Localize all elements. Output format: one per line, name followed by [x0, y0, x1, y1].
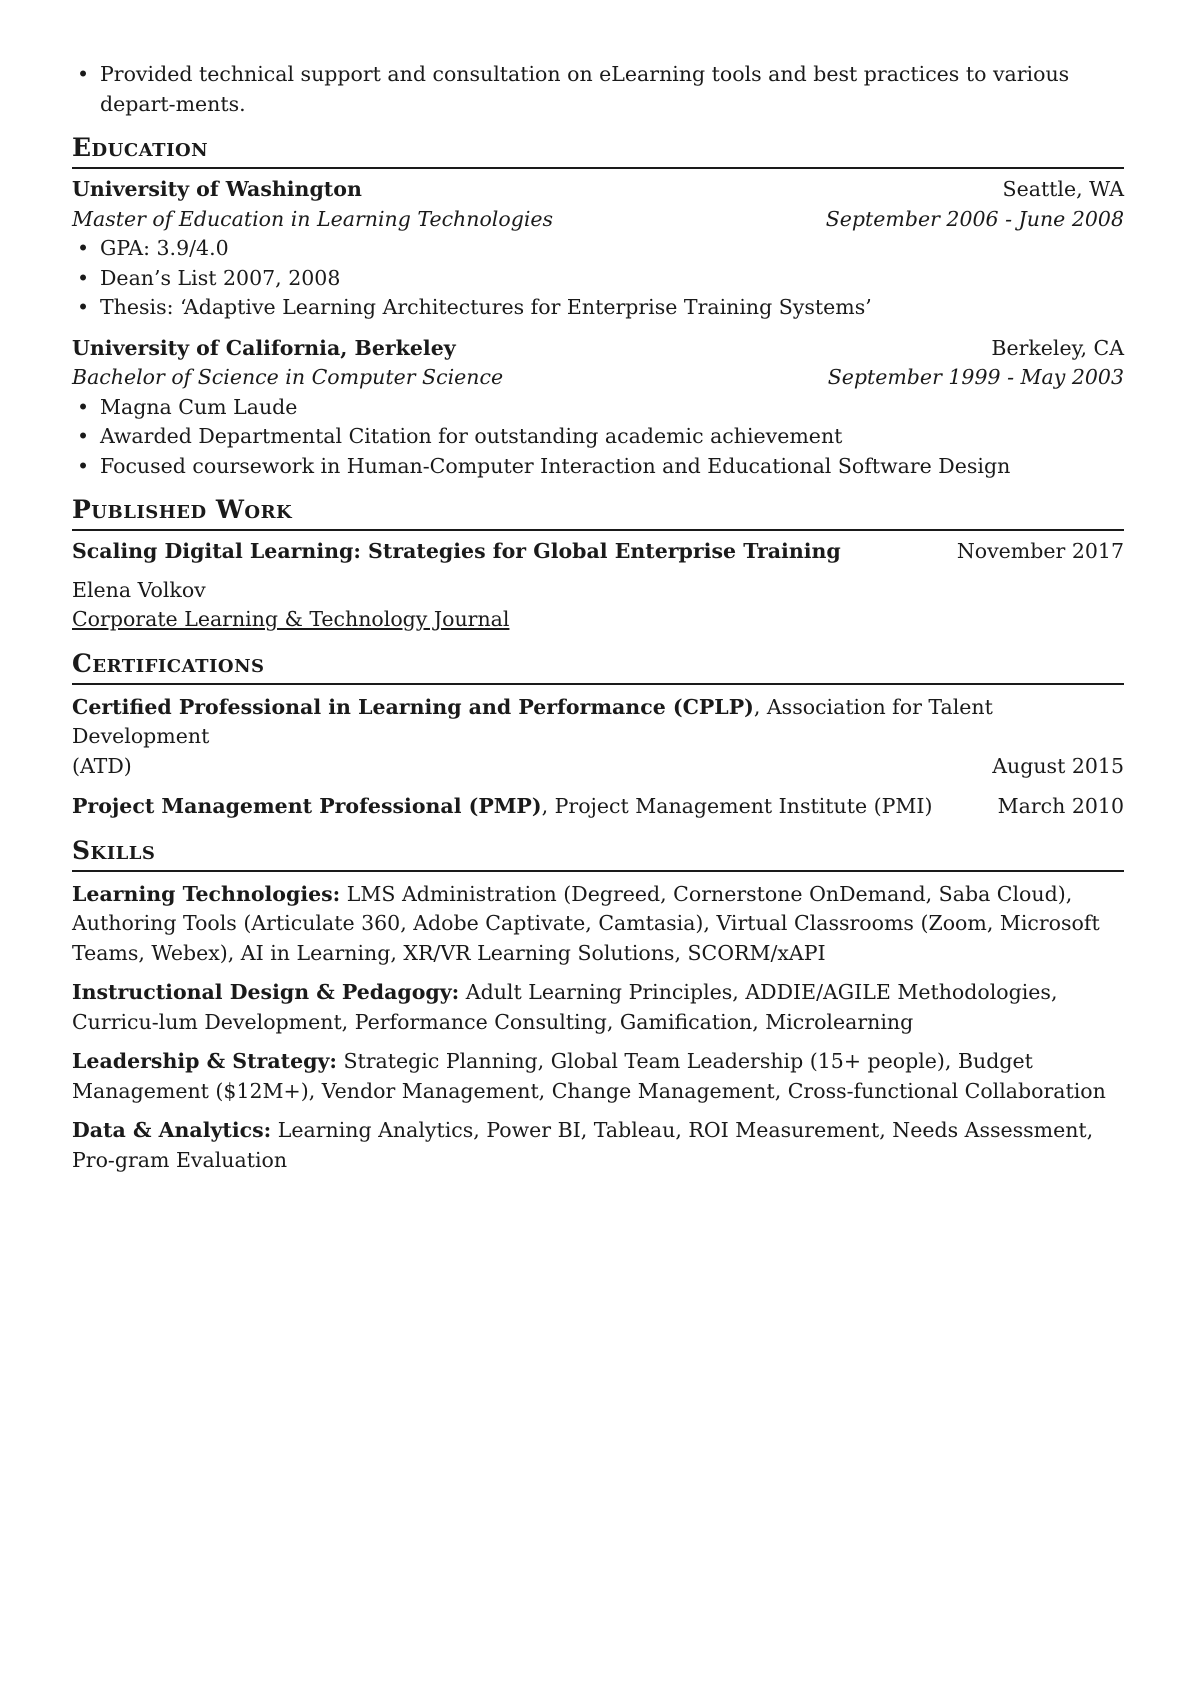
section-heading-skills: Skills	[72, 834, 1124, 872]
skill-text: Strategic Planning, Global Team Leadership (15+ people), Budget Management ($12M+), Vendor Management, Change Management, Cross-functional Collaboration	[72, 1049, 1106, 1103]
school-location: Seattle, WA	[1002, 177, 1124, 201]
certification-entry	[72, 693, 1124, 782]
certification-name: Project Management Professional (PMP)	[72, 794, 542, 818]
list-item	[72, 234, 1124, 264]
skill-label: Leadership & Strategy:	[72, 1049, 337, 1073]
section-heading-education: Education	[72, 131, 1124, 169]
bullet-text: Thesis: ‘Adaptive Learning Architectures for Enterprise Training Systems’	[100, 295, 872, 319]
list-item	[72, 293, 1124, 323]
skill-group	[72, 1047, 1124, 1106]
bullet-text: Focused coursework in Human-Computer Interaction and Educational Software Design	[100, 453, 1011, 478]
experience-continuation-list	[72, 60, 1124, 119]
degree: Master of Education in Learning Technologies	[72, 206, 554, 231]
skills-section	[72, 834, 1124, 1176]
list-item	[72, 452, 1124, 482]
section-heading-certifications: Certifications	[72, 647, 1124, 685]
published-work-section	[72, 493, 1124, 635]
certification-date: August 2015	[992, 753, 1124, 778]
education-entry	[72, 175, 1124, 323]
bullet-text: Magna Cum Laude	[100, 394, 298, 419]
education-entry	[72, 334, 1124, 482]
bullet-icon: •	[77, 236, 90, 260]
certification-entry	[72, 792, 1124, 822]
certification-issuer-continued: (ATD)	[72, 753, 132, 778]
education-section	[72, 131, 1124, 481]
section-heading-published-work: Published Work	[72, 493, 1124, 531]
bullet-icon: •	[77, 453, 90, 478]
publication-entry	[72, 537, 1124, 635]
bullet-icon: •	[77, 62, 90, 86]
bullet-text: GPA: 3.9/4.0	[100, 236, 229, 260]
publication-date: November 2017	[956, 539, 1124, 563]
list-item	[72, 264, 1124, 294]
education-bullets	[72, 393, 1124, 482]
school-name: University of Washington	[72, 177, 362, 201]
skill-group	[72, 1116, 1124, 1175]
bullet-icon: •	[77, 424, 90, 448]
list-item	[72, 60, 1124, 119]
bullet-icon: •	[77, 394, 90, 419]
skill-text: LMS Administration (Degreed, Cornerstone OnDemand, Saba Cloud), Authoring Tools (Articulate 360, Adobe Captivate, Camtasia), Virtual Classrooms (Zoom, Microsoft Teams, Webex), AI in Learning, XR/VR Learning Solutions, SCORM/xAPI	[72, 881, 1100, 965]
school-name: University of California, Berkeley	[72, 335, 456, 360]
certification-issuer: , Association for Talent Development	[72, 694, 993, 748]
certification-name: Certified Professional in Learning and Performance (CPLP)	[72, 694, 754, 719]
dates: September 1999 - May 2003	[827, 365, 1124, 389]
skill-text: Learning Analytics, Power BI, Tableau, ROI Measurement, Needs Assessment, Pro-gram Evaluation	[72, 1118, 1094, 1172]
publication-title: Scaling Digital Learning: Strategies for Global Enterprise Training	[72, 539, 841, 563]
dates: September 2006 - June 2008	[825, 206, 1124, 231]
bullet-text: Dean’s List 2007, 2008	[100, 265, 341, 290]
publication-author: Elena Volkov	[72, 577, 206, 602]
skill-text: Adult Learning Principles, ADDIE/AGILE Methodologies, Curricu-lum Development, Performance Consulting, Gamification, Microlearning	[72, 980, 1058, 1034]
skill-group	[72, 978, 1124, 1037]
resume-page	[72, 60, 1124, 1175]
bullet-text: Awarded Departmental Citation for outstanding academic achievement	[100, 424, 843, 448]
certification-issuer: , Project Management Institute (PMI)	[541, 794, 933, 818]
skill-group	[72, 880, 1124, 969]
list-item	[72, 422, 1124, 452]
bullet-icon: •	[77, 295, 90, 319]
bullet-icon: •	[77, 265, 90, 290]
degree: Bachelor of Science in Computer Science	[72, 365, 504, 389]
school-location: Berkeley, CA	[991, 335, 1124, 360]
skill-label: Learning Technologies:	[72, 881, 341, 906]
skill-label: Data & Analytics:	[72, 1118, 272, 1142]
list-item	[72, 393, 1124, 423]
certifications-section	[72, 647, 1124, 822]
education-bullets	[72, 234, 1124, 323]
publication-journal: Corporate Learning & Technology Journal	[72, 607, 510, 631]
skill-label: Instructional Design & Pedagogy:	[72, 980, 460, 1004]
certification-date: March 2010	[997, 794, 1124, 818]
bullet-text: Provided technical support and consultation on eLearning tools and best practices to various depart-ments.	[100, 62, 1070, 116]
